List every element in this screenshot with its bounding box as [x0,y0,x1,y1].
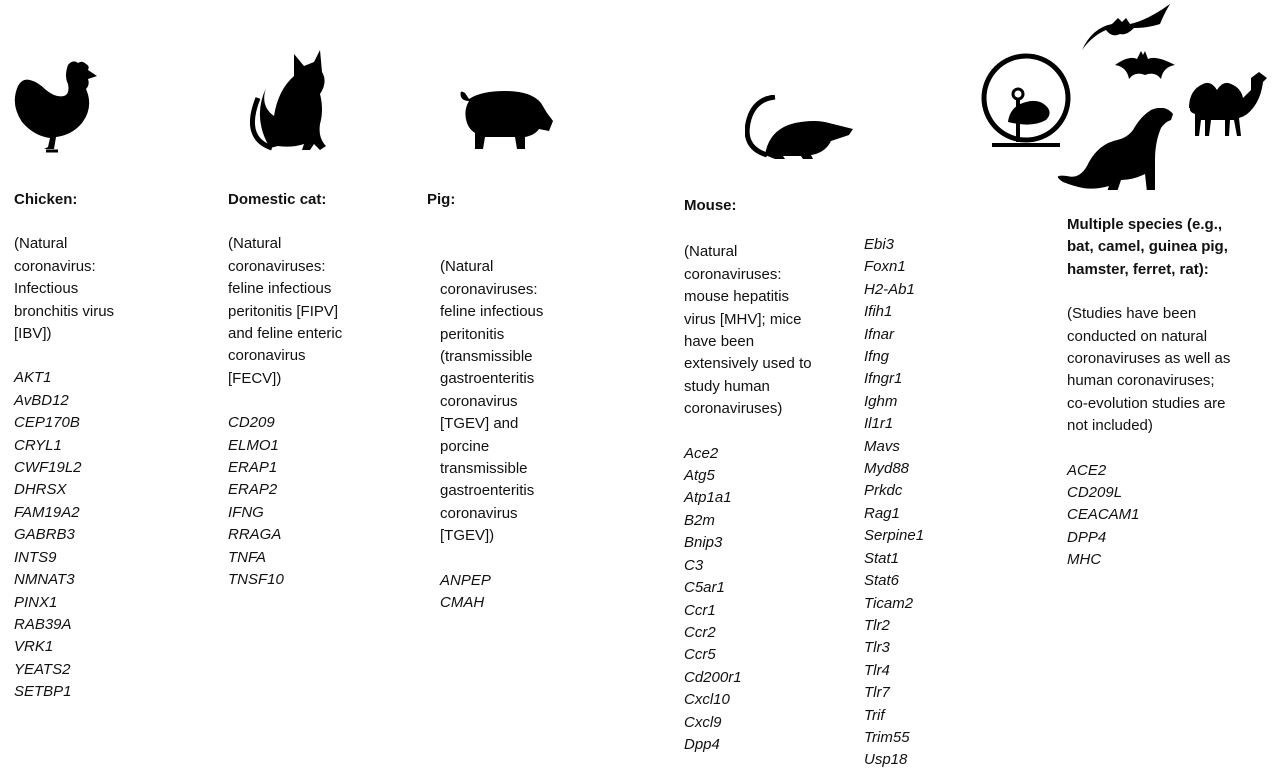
gene-item: Bnip3 [684,534,723,552]
column-pig [427,189,607,615]
gene-item: Stat1 [864,549,900,567]
gene-item: Usp18 [864,751,908,769]
cat-icon [250,48,335,153]
mouse-icon [745,95,855,160]
column-title: Pig: [427,191,456,208]
gene-list [684,443,844,757]
gene-item: INTS9 [14,548,57,566]
gene-item: DHRSX [14,481,67,499]
gene-item: IFNG [228,503,264,521]
gene-item: Tlr4 [864,661,890,679]
gene-item: Atp1a1 [684,489,732,507]
gene-list [228,412,408,591]
gene-item: Ccr1 [684,601,716,619]
column-cat [228,189,408,592]
gene-item: VRK1 [14,638,54,656]
gene-list [14,367,184,703]
gene-item: CMAH [440,594,485,612]
column-note: (Natural coronaviruses: feline infectious peritonitis (transmissible gastroenteritis coronavirus [TGEV] and porcine transmissible gastroenteritis coronavirus [TGEV]) [440,258,544,545]
column-note: (Studies have been conducted on natural coronaviruses as well as human coronaviruses; co-evolution studies are not included) [1067,305,1231,435]
gene-item: TNFA [228,548,267,566]
gene-item: Trif [864,706,885,724]
column-note: (Natural coronaviruses: mouse hepatitis virus [MHV]; mice have been extensively used to study human coronaviruses) [684,243,812,418]
gene-item: Cd200r1 [684,668,742,686]
gene-item: NMNAT3 [14,571,75,589]
gene-list [1067,460,1272,572]
chicken-icon [8,55,98,155]
gene-item: Ace2 [684,444,719,462]
gene-item: Ifih1 [864,303,893,321]
gene-item: Tlr3 [864,639,890,657]
gene-item: Ccr2 [684,623,716,641]
gene-item: Tlr2 [864,616,890,634]
gene-item: RAB39A [14,615,72,633]
column-title: Multiple species (e.g., bat, camel, guinea pig, hamster, ferret, rat): [1067,216,1228,278]
gene-item: Trim55 [864,728,910,746]
gene-item: FAM19A2 [14,503,80,521]
gene-item: ERAP1 [228,459,278,477]
gene-item: RRAGA [228,526,282,544]
gene-item: Ifng [864,348,890,366]
gene-item: Ifngr1 [864,370,903,388]
gene-item: CD209 [228,414,275,432]
gene-list [864,234,974,772]
column-note: (Natural coronaviruses: feline infectious peritonitis [FIPV] and feline enteric coronavirus [FECV]) [228,235,343,387]
gene-list [427,570,607,615]
gene-item: CD209L [1067,484,1123,502]
column-note: (Natural coronavirus: Infectious bronchitis virus [IBV]) [14,235,115,343]
gene-item: Foxn1 [864,258,906,276]
gene-item: Serpine1 [864,527,925,545]
gene-item: CWF19L2 [14,459,82,477]
gene-item: ANPEP [440,571,491,589]
column-mouse [684,195,844,756]
gene-item: ERAP2 [228,481,278,499]
gene-item: Atg5 [684,467,715,485]
gene-item: Tlr7 [864,684,890,702]
gene-item: ELMO1 [228,436,279,454]
gene-item: Il1r1 [864,415,894,433]
gene-item: AKT1 [14,369,52,387]
column-multiple-species [1067,214,1272,572]
gene-item: Ifnar [864,325,895,343]
column-title: Domestic cat: [228,191,327,208]
gene-item: Cxcl10 [684,691,730,709]
gene-item: Mavs [864,437,900,455]
column-title: Mouse: [684,197,737,214]
gene-item: GABRB3 [14,526,75,544]
camel-icon [1185,68,1275,140]
gene-item: CEP170B [14,414,80,432]
gene-item: YEATS2 [14,660,71,678]
column-chicken [14,189,184,704]
gene-item: Dpp4 [684,735,720,753]
gene-item: Prkdc [864,482,903,500]
gene-item: Myd88 [864,460,910,478]
gene-item: TNSF10 [228,571,284,589]
gene-item: Cxcl9 [684,713,722,731]
gene-item: Ticam2 [864,594,914,612]
gene-item: Stat6 [864,572,900,590]
gene-item: Ighm [864,392,898,410]
gene-item: PINX1 [14,593,58,611]
bat-icon [1115,45,1175,83]
pig-icon [455,85,555,155]
gene-item: ACE2 [1067,461,1107,479]
gene-item: H2-Ab1 [864,280,915,298]
gene-item: C5ar1 [684,579,725,597]
gene-item: Ccr5 [684,646,716,664]
gene-item: CRYL1 [14,436,62,454]
gene-item: B2m [684,511,715,529]
gene-item: DPP4 [1067,528,1107,546]
gene-item: SETBP1 [14,683,72,701]
gene-item: AvBD12 [14,391,69,409]
gene-item: CEACAM1 [1067,506,1140,524]
gene-item: Ebi3 [864,236,895,253]
gene-item: C3 [684,556,704,574]
gene-item: Rag1 [864,504,900,522]
column-title: Chicken: [14,191,78,208]
ferret-icon [1055,108,1175,190]
gene-item: MHC [1067,551,1102,569]
column-mouse-genes-2 [864,234,974,772]
